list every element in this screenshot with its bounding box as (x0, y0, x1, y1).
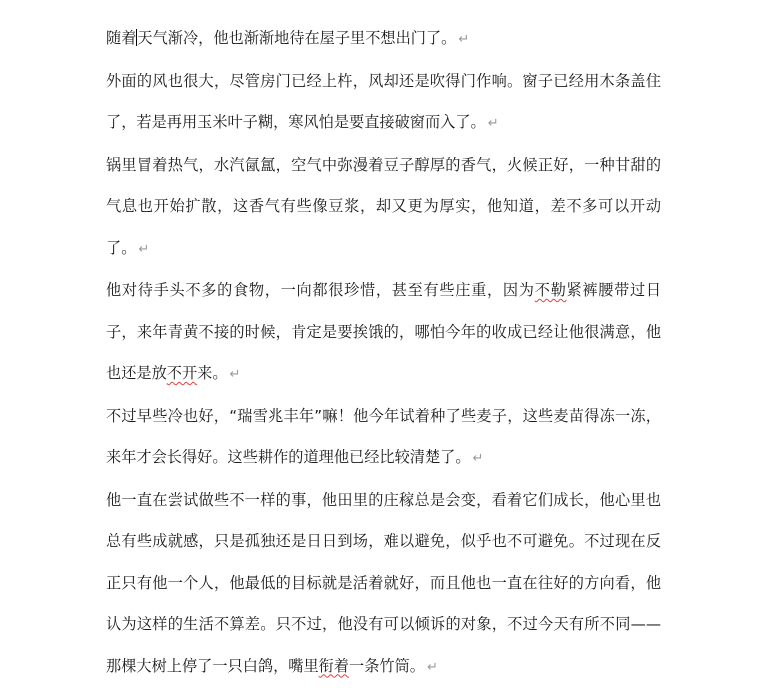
paragraph-mark-icon: ↵ (230, 354, 241, 396)
paragraph-mark-icon: ↵ (427, 647, 438, 688)
paragraph-5[interactable] (106, 396, 661, 480)
paragraph-4-text-part3: 来。 (197, 364, 227, 382)
paragraph-4[interactable] (106, 270, 661, 396)
paragraph-4-text-part2: 紧裤腰带过日子，来年青黄不接的时候，肯定是要挨饿的，哪怕今年的收成已经让他很满意，他也还是放 (106, 281, 661, 382)
spelling-error-underline[interactable]: 衔着 (319, 657, 349, 675)
paragraph-1[interactable] (106, 18, 661, 61)
paragraph-mark-icon: ↵ (458, 19, 469, 61)
paragraph-mark-icon: ↵ (138, 229, 149, 271)
paragraph-4-text-part1: 他对待手头不多的食物，一向都很珍惜，甚至有些庄重，因为 (106, 281, 535, 299)
paragraph-6-text-part2: 一条竹筒。 (349, 657, 425, 675)
paragraph-2[interactable] (106, 61, 661, 145)
paragraph-3-text: 锅里冒着热气，水汽氤氲，空气中弥漫着豆子醇厚的香气，火候正好，一种甘甜的气息也开始扩散，这香气有些像豆浆，却又更为厚实，他知道，差不多可以开动了。 (106, 156, 661, 257)
paragraph-6-text-part1: 他一直在尝试做些不一样的事，他田里的庄稼总是会变，看着它们成长，他心里也总有些成就感，只是孤独还是日日到场，难以避免，似乎也不可避免。不过现在反正只有他一个人，他最低的目标就是活着就好，而且他也一直在往好的方向看，他认为这样的生活不算差。只不过，他没有可以倾诉的对象，不过今天有所不同——那棵大树上停了一只白鸽，嘴里 (106, 491, 661, 675)
paragraph-5-text: 不过早些冷也好，“瑞雪兆丰年”嘛！他今年试着种了些麦子，这些麦苗得冻一冻，来年才会长得好。这些耕作的道理他已经比较清楚了。 (106, 407, 661, 467)
paragraph-1-text-end: 天气渐冷，他也渐渐地待在屋子里不想出门了。 (137, 29, 456, 47)
paragraph-3[interactable] (106, 145, 661, 271)
spelling-error-underline[interactable]: 不开 (167, 364, 197, 382)
document-body[interactable] (106, 18, 661, 688)
paragraph-6[interactable] (106, 480, 661, 688)
paragraph-mark-icon: ↵ (488, 103, 499, 145)
paragraph-1-text-start: 随着 (106, 29, 136, 47)
paragraph-2-text: 外面的风也很大，尽管房门已经上杵，风却还是吹得门作响。窗子已经用木条盖住了，若是再用玉米叶子糊，寒风怕是要直接破窗而入了。 (106, 72, 661, 132)
paragraph-mark-icon: ↵ (473, 438, 484, 480)
spelling-error-underline[interactable]: 不勒 (535, 281, 567, 299)
